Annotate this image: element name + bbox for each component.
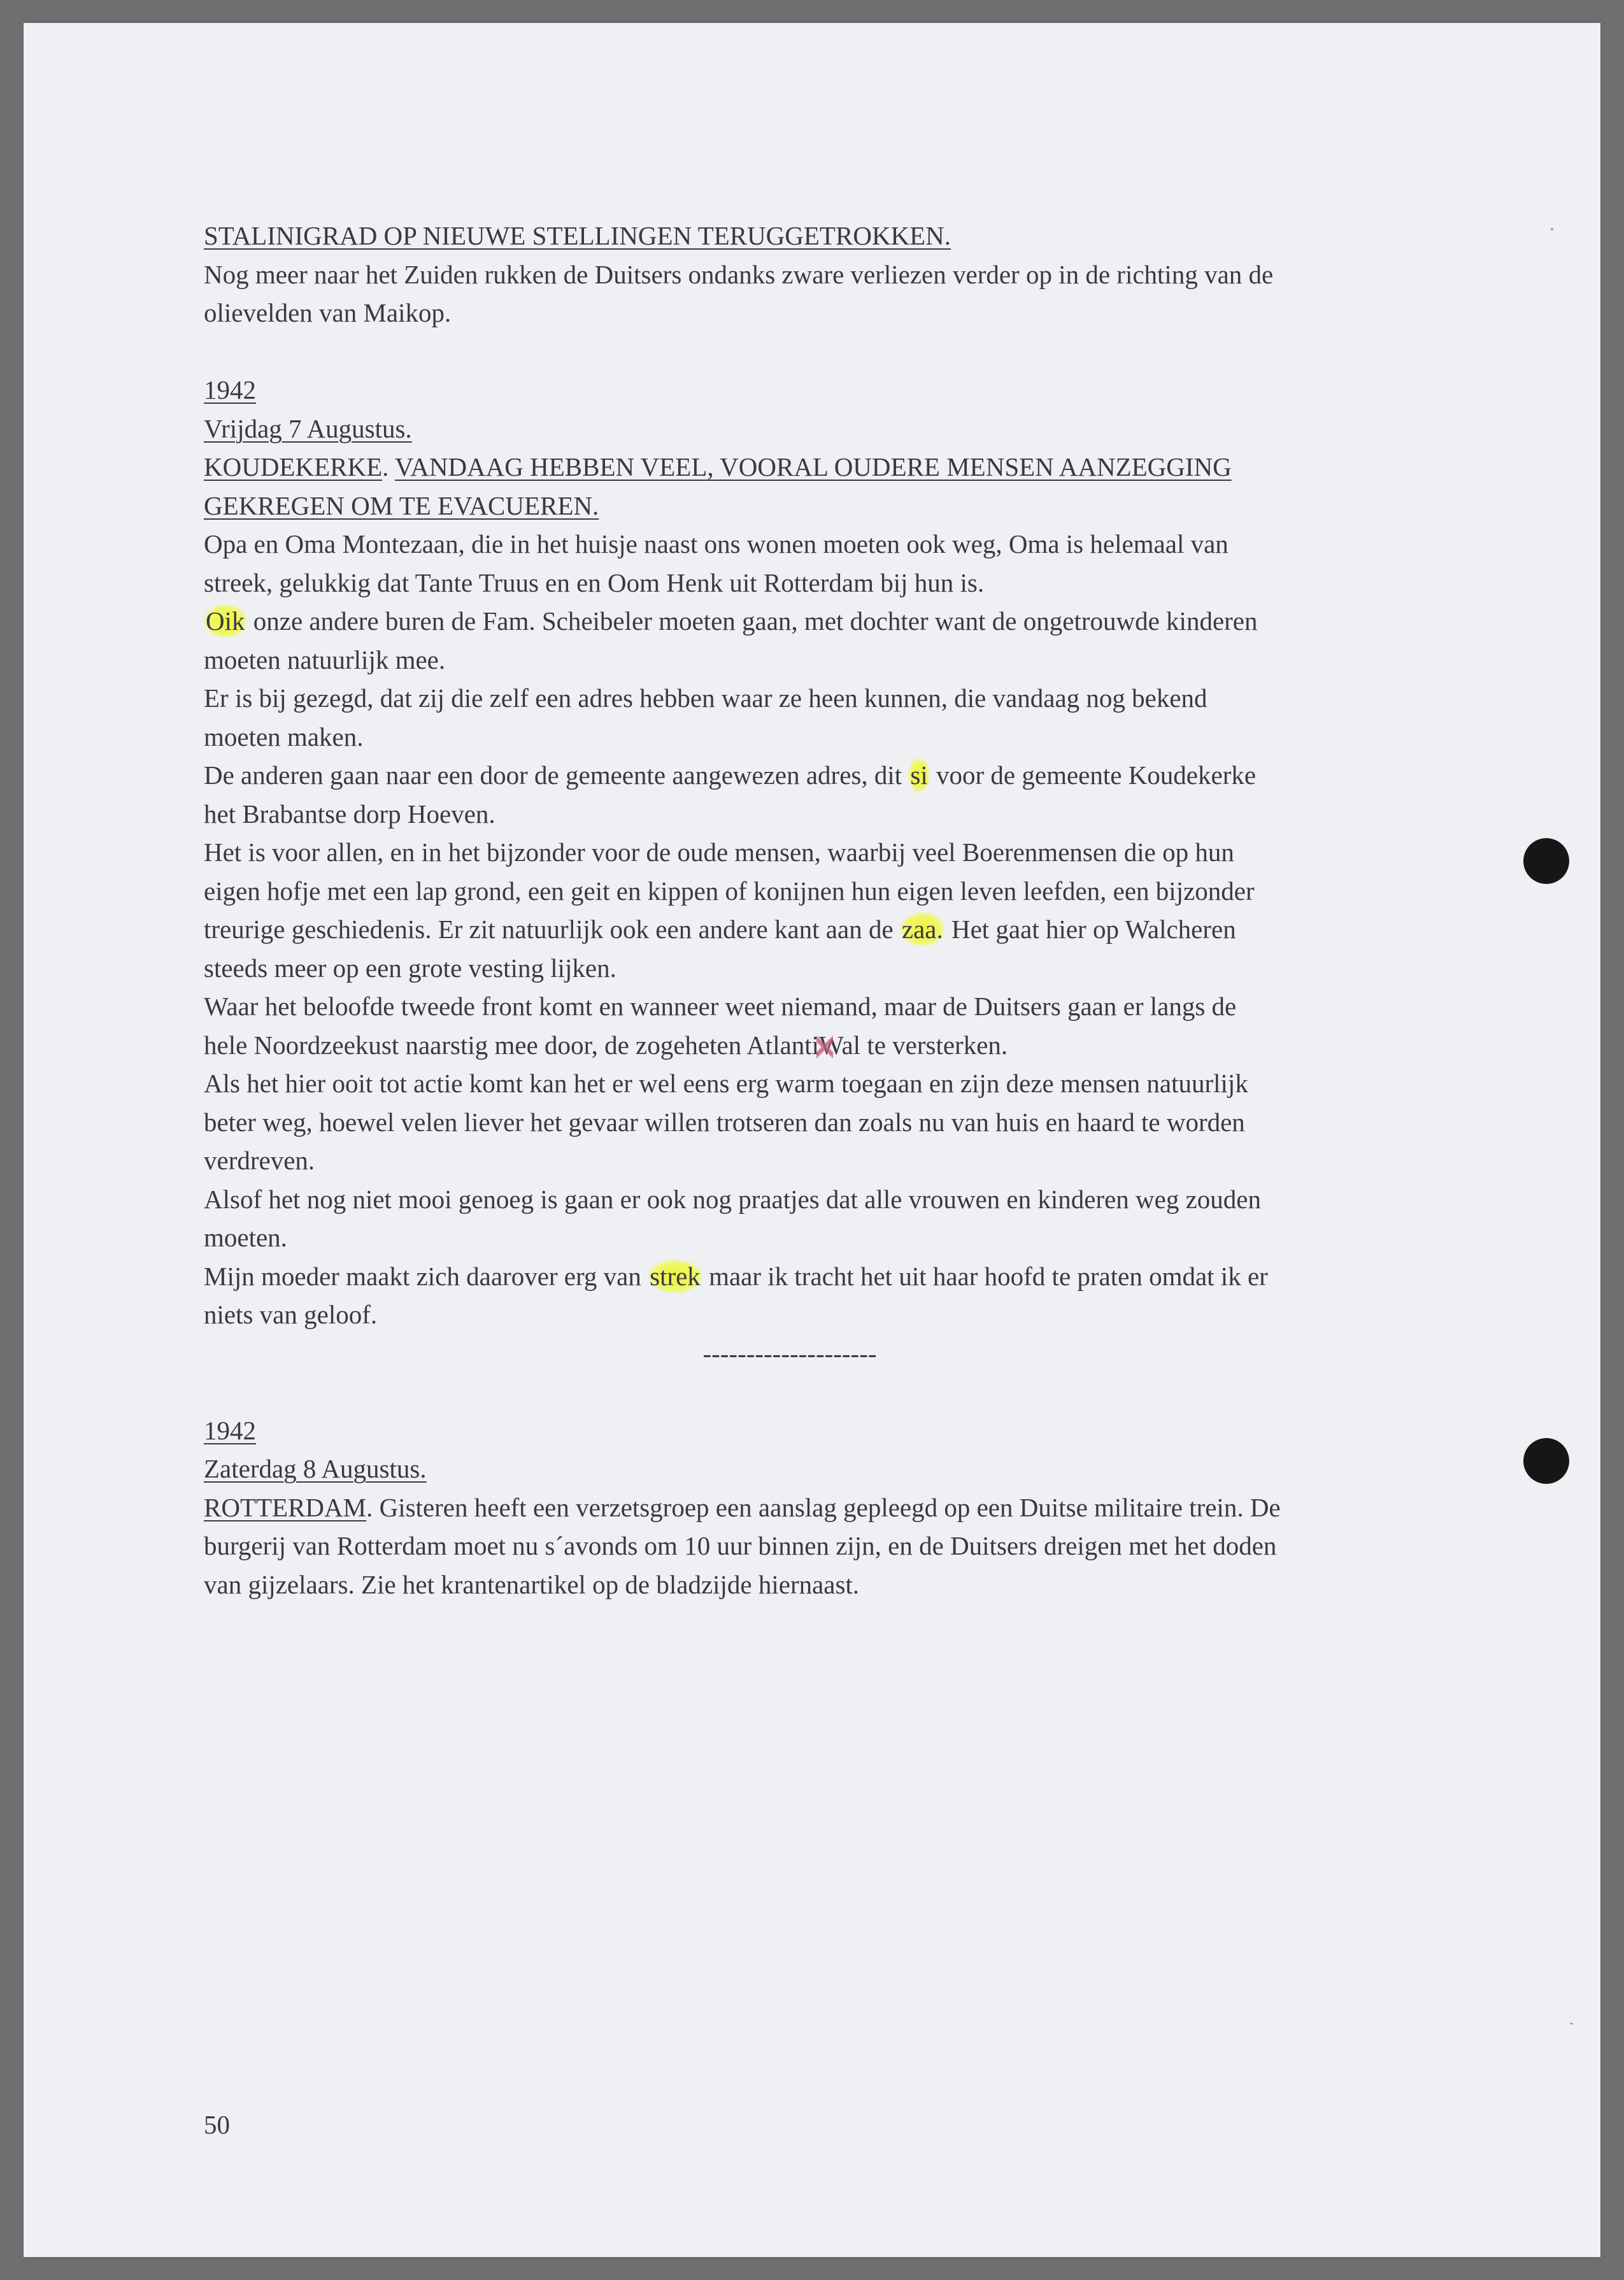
text-segment: treurige geschiedenis. Er zit natuurlijk ook een andere kant aan de xyxy=(204,915,900,944)
text-segment: De anderen gaan naar een door de gemeente aangewezen adres, dit xyxy=(204,760,909,790)
entry-headline-cont: GEKREGEN OM TE EVACUEREN. xyxy=(204,490,599,520)
text-segment: Wal te versterken. xyxy=(819,1030,1008,1060)
text-line: moeten. xyxy=(204,1223,287,1252)
text-segment: maar ik tracht het uit haar hoofd te praten omdat ik er xyxy=(702,1261,1268,1291)
page-number: 50 xyxy=(204,2110,230,2139)
text-line: Het is voor allen, en in het bijzonder voor de oude mensen, waarbij veel Boerenmensen die op hun xyxy=(204,837,1234,867)
entry-date: Vrijdag 7 Augustus. xyxy=(204,413,412,443)
text-line xyxy=(204,756,1414,795)
text-line: olievelden van Maikop. xyxy=(204,298,452,327)
paper-speck xyxy=(1551,228,1553,231)
text-line: Waar het beloofde tweede front komt en wanneer weet niemand, maar de Duitsers gaan er langs de xyxy=(204,992,1237,1021)
text-line: beter weg, hoewel velen liever het gevaar willen trotseren dan zoals nu van huis en haard te worden xyxy=(204,1107,1245,1137)
text-segment: onze andere buren de Fam. Scheibeler moeten gaan, met dochter want de ongetrouwde kinderen xyxy=(246,606,1258,636)
text-line xyxy=(204,910,1414,949)
text-line xyxy=(204,602,1414,641)
punch-hole-upper xyxy=(1523,838,1569,884)
entry-place: KOUDEKERKE xyxy=(204,452,383,481)
text-line: Opa en Oma Montezaan, die in het huisje naast ons wonen moeten ook weg, Oma is helemaal van xyxy=(204,529,1229,559)
highlighted-word: strek xyxy=(648,1259,702,1293)
entry-heading-line xyxy=(204,448,1414,487)
text-line xyxy=(204,1488,1414,1527)
text-segment: voor de gemeente Koudekerke xyxy=(929,760,1257,790)
text-segment: Mijn moeder maakt zich daarover erg van xyxy=(204,1261,648,1291)
highlighted-word: si xyxy=(908,758,929,792)
text-line: eigen hofje met een lap grond, een geit en kippen of konijnen hun eigen leven leefden, een bijzonder xyxy=(204,876,1255,906)
spacer xyxy=(204,332,1414,371)
text-line: streek, gelukkig dat Tante Truus en en Oom Henk uit Rotterdam bij hun is. xyxy=(204,567,985,597)
text-line: het Brabantse dorp Hoeven. xyxy=(204,799,495,829)
diary-text xyxy=(204,217,1414,1604)
text-line: Nog meer naar het Zuiden rukken de Duitsers ondanks zware verliezen verder op in de richting van de xyxy=(204,259,1274,289)
highlighted-word: Oik xyxy=(204,604,247,638)
text-line: Als het hier ooit tot actie komt kan het er wel eens erg warm toegaan en zijn deze mensen natuurlijk xyxy=(204,1069,1248,1098)
entry-year: 1942 xyxy=(204,1415,256,1445)
text-line: Alsof het nog niet mooi genoeg is gaan er ook nog praatjes dat alle vrouwen en kinderen weg zouden xyxy=(204,1184,1261,1214)
text-line xyxy=(204,1026,1414,1065)
punch-hole-lower xyxy=(1523,1438,1569,1484)
entry-date: Zaterdag 8 Augustus. xyxy=(204,1454,427,1483)
text-line: Er is bij gezegd, dat zij die zelf een adres hebben waar ze heen kunnen, die vandaag nog bekend xyxy=(204,683,1207,713)
entry-place-punct: . xyxy=(382,452,389,481)
text-line: van gijzelaars. Zie het krantenartikel op de bladzijde hiernaast. xyxy=(204,1569,860,1599)
text-line: niets van geloof. xyxy=(204,1300,378,1329)
entry-place: ROTTERDAM xyxy=(204,1492,367,1522)
text-line: verdreven. xyxy=(204,1146,315,1175)
highlighted-word: zaa. xyxy=(900,912,945,946)
paper-speck xyxy=(1570,2023,1573,2025)
text-line: moeten natuurlijk mee. xyxy=(204,645,446,674)
separator-rule: -------------------- xyxy=(702,1338,877,1368)
text-line xyxy=(204,1257,1414,1296)
entry-headline: VANDAAG HEBBEN VEEL, VOORAL OUDERE MENSEN AANZEGGING xyxy=(394,452,1232,481)
text-line: moeten maken. xyxy=(204,722,364,752)
entry-year: 1942 xyxy=(204,375,256,404)
spacer xyxy=(204,1372,1414,1411)
text-line: burgerij van Rotterdam moet nu s´avonds om 10 uur binnen zijn, en de Duitsers dreigen met het doden xyxy=(204,1531,1277,1560)
text-line: steeds meer op een grote vesting lijken. xyxy=(204,953,616,983)
text-segment: . Gisteren heeft een verzetsgroep een aanslag gepleegd op een Duitse militaire trein. De xyxy=(366,1492,1281,1522)
text-segment: Het gaat hier op Walcheren xyxy=(944,915,1236,944)
news-headline: STALINIGRAD OP NIEUWE STELLINGEN TERUGGETROKKEN. xyxy=(204,221,951,250)
text-segment: hele Noordzeekust naarstig mee door, de zogeheten Atlanti xyxy=(204,1030,820,1060)
